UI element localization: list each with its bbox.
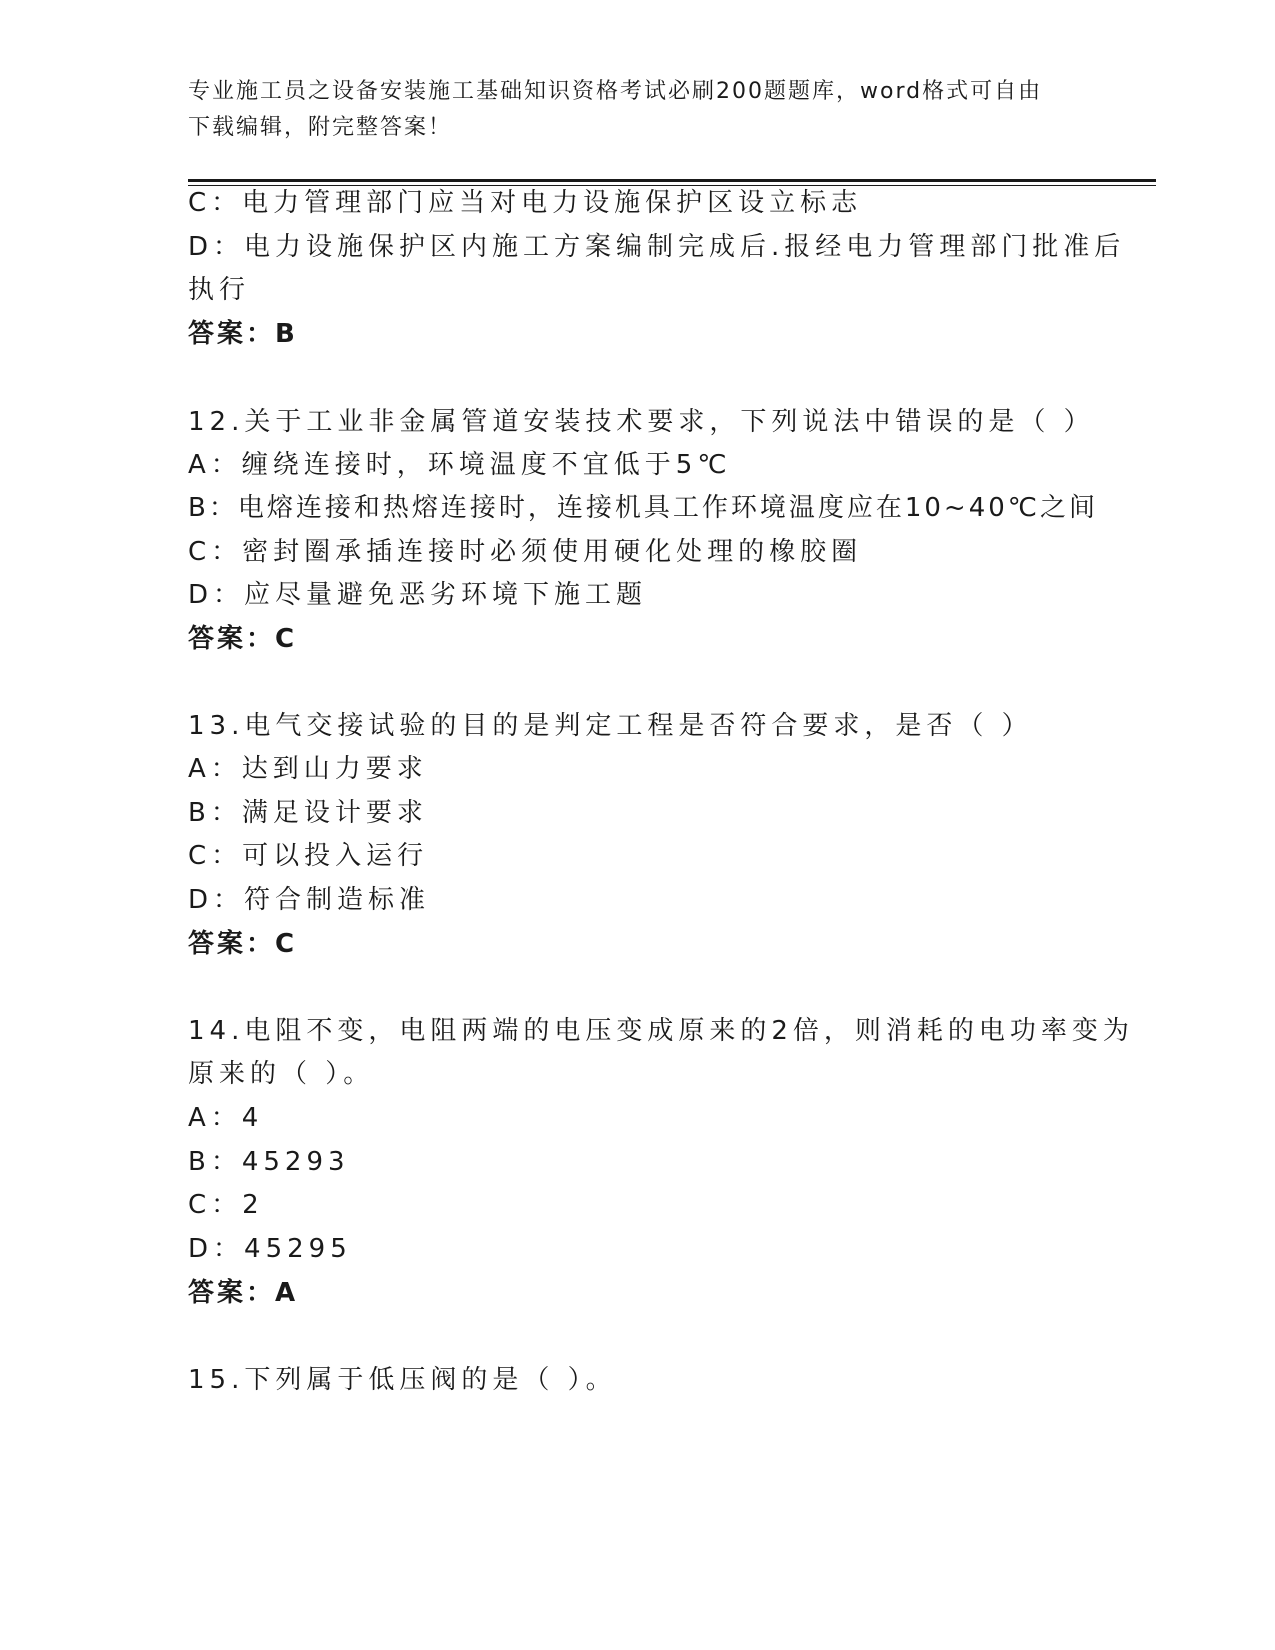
q15-question: 15.下列属于低压阀的是（ ）。 (188, 1365, 617, 1395)
header-rule-thick (188, 179, 1156, 182)
q13-option-c: C：可以投入运行 (188, 841, 429, 871)
q12-option-d: D：应尽量避免恶劣环境下施工题 (188, 580, 648, 610)
q11-option-d: D：电力设施保护区内施工方案编制完成后.报经电力管理部门批准后 (188, 232, 1126, 262)
q12-option-b: B：电熔连接和热熔连接时，连接机具工作环境温度应在10~40℃之间 (188, 493, 1098, 523)
q12-option-c: C：密封圈承插连接时必须使用硬化处理的橡胶圈 (188, 537, 863, 567)
q14-question: 14.电阻不变，电阻两端的电压变成原来的2倍，则消耗的电功率变为 (188, 1016, 1134, 1046)
q14-option-b: B：45293 (188, 1147, 350, 1177)
q13-answer: 答案：C (188, 929, 298, 959)
q14-option-a: A：4 (188, 1103, 264, 1133)
q12-question: 12.关于工业非金属管道安装技术要求，下列说法中错误的是（ ） (188, 407, 1095, 437)
q13-option-a: A：达到山力要求 (188, 754, 428, 784)
document-title (188, 74, 1088, 146)
q14-option-d: D：45295 (188, 1234, 352, 1264)
q13-question: 13.电气交接试验的目的是判定工程是否符合要求，是否（ ） (188, 711, 1033, 741)
q12-answer: 答案：C (188, 624, 298, 654)
q11-option-c: C：电力管理部门应当对电力设施保护区设立标志 (188, 188, 863, 218)
q11-answer: 答案：B (188, 319, 298, 349)
q14-question-cont: 原来的（ ）。 (188, 1059, 375, 1089)
title-line-1: 专业施工员之设备安装施工基础知识资格考试必刷200题题库，word格式可自由 (188, 79, 1043, 104)
q13-option-b: B：满足设计要求 (188, 798, 428, 828)
q11-option-d-cont: 执行 (188, 275, 251, 305)
title-line-2: 下载编辑，附完整答案！ (188, 115, 453, 140)
q13-option-d: D：符合制造标准 (188, 885, 431, 915)
q14-answer: 答案：A (188, 1278, 299, 1308)
q12-option-a: A：缠绕连接时，环境温度不宜低于5℃ (188, 450, 732, 480)
q14-option-c: C：2 (188, 1190, 264, 1220)
